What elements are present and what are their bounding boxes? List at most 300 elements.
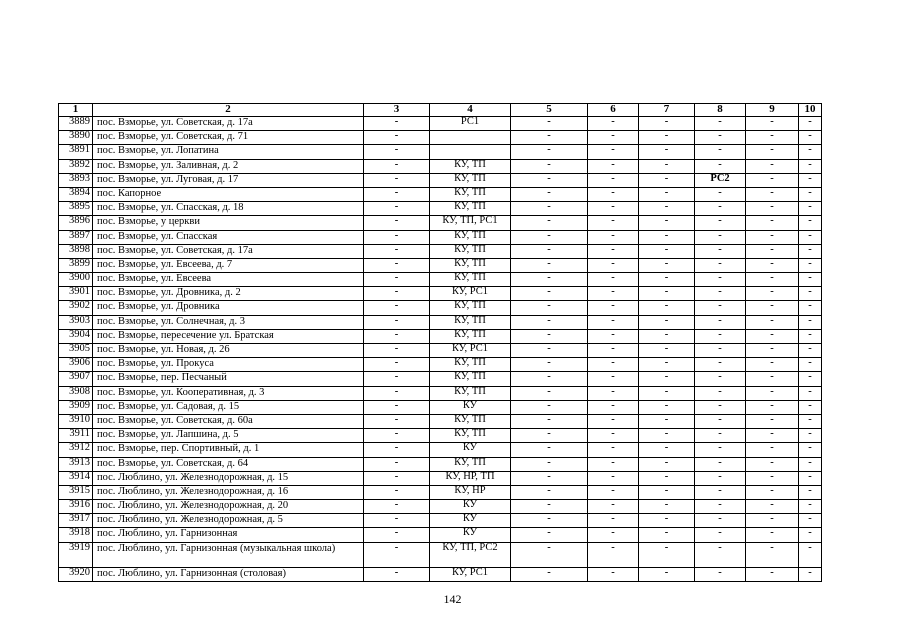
col7-cell: -	[639, 117, 695, 131]
col5-cell: -	[511, 485, 588, 499]
col7-cell: -	[639, 443, 695, 457]
header-col-4: 4	[430, 104, 511, 117]
col3-cell: -	[364, 443, 430, 457]
header-col-5: 5	[511, 104, 588, 117]
col8-cell: -	[695, 145, 746, 159]
col8-cell: -	[695, 372, 746, 386]
col8-cell: -	[695, 329, 746, 343]
col5-cell: -	[511, 131, 588, 145]
col7-cell: -	[639, 315, 695, 329]
row-number: 3897	[59, 230, 93, 244]
table-row	[59, 159, 822, 173]
col6-cell: -	[588, 173, 639, 187]
col4-cell: КУ, ТП	[430, 414, 511, 428]
table-row	[59, 258, 822, 272]
address-cell: пос. Взморье, ул. Евсеева	[93, 273, 364, 287]
col4-cell: КУ, ТП	[430, 301, 511, 315]
col7-cell: -	[639, 500, 695, 514]
col4-cell: КУ, ТП	[430, 315, 511, 329]
address-cell: пос. Взморье, ул. Лопатина	[93, 145, 364, 159]
col10-cell: -	[799, 287, 822, 301]
col10-cell: -	[799, 358, 822, 372]
col5-cell: -	[511, 567, 588, 581]
col4-cell: КУ	[430, 528, 511, 542]
table-row	[59, 173, 822, 187]
table-row	[59, 414, 822, 428]
col3-cell: -	[364, 429, 430, 443]
col8-cell: -	[695, 301, 746, 315]
col10-cell: -	[799, 159, 822, 173]
col5-cell: -	[511, 500, 588, 514]
table-row	[59, 230, 822, 244]
col3-cell: -	[364, 358, 430, 372]
col4-cell: КУ, РС1	[430, 567, 511, 581]
col4-cell: КУ, НР, ТП	[430, 471, 511, 485]
col7-cell: -	[639, 216, 695, 230]
col6-cell: -	[588, 386, 639, 400]
col5-cell: -	[511, 400, 588, 414]
col10-cell: -	[799, 173, 822, 187]
col8-cell: -	[695, 315, 746, 329]
col5-cell: -	[511, 159, 588, 173]
col3-cell: -	[364, 117, 430, 131]
header-col-2: 2	[93, 104, 364, 117]
row-number: 3899	[59, 258, 93, 272]
col8-cell: -	[695, 471, 746, 485]
col5-cell: -	[511, 301, 588, 315]
col8-cell: -	[695, 514, 746, 528]
col8-cell: -	[695, 414, 746, 428]
col10-cell: -	[799, 414, 822, 428]
col7-cell: -	[639, 400, 695, 414]
col4-cell: КУ, РС1	[430, 344, 511, 358]
col6-cell: -	[588, 287, 639, 301]
address-cell: пос. Взморье, ул. Заливная, д. 2	[93, 159, 364, 173]
col9-cell: -	[746, 414, 799, 428]
col8-cell: -	[695, 159, 746, 173]
address-cell: пос. Взморье, ул. Советская, д. 64	[93, 457, 364, 471]
col8-cell: -	[695, 485, 746, 499]
col5-cell: -	[511, 287, 588, 301]
col10-cell: -	[799, 344, 822, 358]
col6-cell: -	[588, 202, 639, 216]
row-number: 3902	[59, 301, 93, 315]
col6-cell: -	[588, 567, 639, 581]
table-row	[59, 567, 822, 581]
col10-cell: -	[799, 372, 822, 386]
col4-cell: КУ, ТП	[430, 273, 511, 287]
col9-cell: -	[746, 344, 799, 358]
col3-cell: -	[364, 273, 430, 287]
row-number: 3890	[59, 131, 93, 145]
table-row	[59, 514, 822, 528]
col5-cell: -	[511, 258, 588, 272]
address-cell: пос. Люблино, ул. Гарнизонная (столовая)	[93, 567, 364, 581]
col6-cell: -	[588, 301, 639, 315]
col8-cell: -	[695, 528, 746, 542]
row-number: 3892	[59, 159, 93, 173]
col3-cell: -	[364, 230, 430, 244]
col8-cell: -	[695, 216, 746, 230]
address-cell: пос. Взморье, ул. Прокуса	[93, 358, 364, 372]
col9-cell: -	[746, 542, 799, 567]
col8-cell: -	[695, 202, 746, 216]
address-cell: пос. Люблино, ул. Гарнизонная	[93, 528, 364, 542]
col7-cell: -	[639, 301, 695, 315]
col10-cell: -	[799, 514, 822, 528]
row-number: 3905	[59, 344, 93, 358]
col10-cell: -	[799, 117, 822, 131]
col3-cell: -	[364, 202, 430, 216]
col9-cell: -	[746, 429, 799, 443]
col10-cell: -	[799, 216, 822, 230]
address-cell: пос. Взморье, ул. Дровника, д. 2	[93, 287, 364, 301]
row-number: 3919	[59, 542, 93, 567]
col7-cell: -	[639, 429, 695, 443]
col8-cell: -	[695, 429, 746, 443]
header-col-9: 9	[746, 104, 799, 117]
col8-cell: -	[695, 287, 746, 301]
col4-cell: КУ, ТП	[430, 329, 511, 343]
col3-cell: -	[364, 287, 430, 301]
row-number: 3914	[59, 471, 93, 485]
col6-cell: -	[588, 145, 639, 159]
address-cell: пос. Взморье, ул. Советская, д. 17а	[93, 117, 364, 131]
header-col-3: 3	[364, 104, 430, 117]
col8-cell: -	[695, 131, 746, 145]
col4-cell: КУ, ТП	[430, 187, 511, 201]
col3-cell: -	[364, 414, 430, 428]
col10-cell: -	[799, 400, 822, 414]
address-cell: пос. Люблино, ул. Железнодорожная, д. 15	[93, 471, 364, 485]
col6-cell: -	[588, 443, 639, 457]
row-number: 3895	[59, 202, 93, 216]
col6-cell: -	[588, 258, 639, 272]
row-number: 3891	[59, 145, 93, 159]
col6-cell: -	[588, 500, 639, 514]
address-cell: пос. Взморье, ул. Советская, д. 60а	[93, 414, 364, 428]
col5-cell: -	[511, 372, 588, 386]
table-header	[59, 104, 822, 117]
col4-cell: КУ, ТП	[430, 386, 511, 400]
col8-cell: -	[695, 386, 746, 400]
col7-cell: -	[639, 344, 695, 358]
row-number: 3910	[59, 414, 93, 428]
header-col-8: 8	[695, 104, 746, 117]
col10-cell: -	[799, 258, 822, 272]
col9-cell: -	[746, 216, 799, 230]
page-number: 142	[443, 592, 462, 606]
col3-cell: -	[364, 372, 430, 386]
col7-cell: -	[639, 372, 695, 386]
col5-cell: -	[511, 358, 588, 372]
col4-cell: КУ, ТП, РС2	[430, 542, 511, 567]
col7-cell: -	[639, 567, 695, 581]
col10-cell: -	[799, 386, 822, 400]
col9-cell: -	[746, 329, 799, 343]
col7-cell: -	[639, 386, 695, 400]
col7-cell: -	[639, 528, 695, 542]
row-number: 3893	[59, 173, 93, 187]
col4-cell: КУ, ТП, РС1	[430, 216, 511, 230]
header-col-6: 6	[588, 104, 639, 117]
address-cell: пос. Взморье, ул. Луговая, д. 17	[93, 173, 364, 187]
col5-cell: -	[511, 528, 588, 542]
col6-cell: -	[588, 329, 639, 343]
row-number: 3898	[59, 244, 93, 258]
col6-cell: -	[588, 159, 639, 173]
col7-cell: -	[639, 514, 695, 528]
table-row	[59, 372, 822, 386]
document-table	[58, 103, 822, 582]
col7-cell: -	[639, 230, 695, 244]
table-row	[59, 358, 822, 372]
col4-cell: КУ	[430, 514, 511, 528]
col7-cell: -	[639, 414, 695, 428]
col3-cell: -	[364, 244, 430, 258]
table-row	[59, 386, 822, 400]
col5-cell: -	[511, 429, 588, 443]
col3-cell: -	[364, 528, 430, 542]
col10-cell: -	[799, 329, 822, 343]
col4-cell: КУ, ТП	[430, 230, 511, 244]
col4-cell: КУ, ТП	[430, 244, 511, 258]
col10-cell: -	[799, 230, 822, 244]
row-number: 3918	[59, 528, 93, 542]
table-row	[59, 287, 822, 301]
col4-cell: КУ, ТП	[430, 358, 511, 372]
col5-cell: -	[511, 273, 588, 287]
header-col-1: 1	[59, 104, 93, 117]
col10-cell: -	[799, 443, 822, 457]
address-cell: пос. Взморье, пересечение ул. Братская	[93, 329, 364, 343]
col5-cell: -	[511, 414, 588, 428]
col4-cell: КУ, ТП	[430, 258, 511, 272]
col3-cell: -	[364, 471, 430, 485]
col10-cell: -	[799, 542, 822, 567]
address-cell: пос. Взморье, ул. Кооперативная, д. 3	[93, 386, 364, 400]
col3-cell: -	[364, 258, 430, 272]
row-number: 3911	[59, 429, 93, 443]
col10-cell: -	[799, 187, 822, 201]
table-row	[59, 216, 822, 230]
col6-cell: -	[588, 244, 639, 258]
col9-cell: -	[746, 187, 799, 201]
col3-cell: -	[364, 500, 430, 514]
col6-cell: -	[588, 514, 639, 528]
row-number: 3900	[59, 273, 93, 287]
row-number: 3889	[59, 117, 93, 131]
col6-cell: -	[588, 400, 639, 414]
col10-cell: -	[799, 429, 822, 443]
col9-cell: -	[746, 159, 799, 173]
address-cell: пос. Взморье, ул. Садовая, д. 15	[93, 400, 364, 414]
col8-cell: -	[695, 187, 746, 201]
col9-cell: -	[746, 230, 799, 244]
col6-cell: -	[588, 315, 639, 329]
header-row	[59, 104, 822, 117]
row-number: 3903	[59, 315, 93, 329]
col3-cell: -	[364, 485, 430, 499]
col8-cell: -	[695, 457, 746, 471]
col7-cell: -	[639, 329, 695, 343]
col3-cell: -	[364, 159, 430, 173]
col6-cell: -	[588, 457, 639, 471]
col3-cell: -	[364, 216, 430, 230]
col4-cell	[430, 131, 511, 145]
table-row	[59, 329, 822, 343]
col3-cell: -	[364, 400, 430, 414]
col4-cell: КУ, ТП	[430, 429, 511, 443]
col5-cell: -	[511, 457, 588, 471]
col8-cell: -	[695, 500, 746, 514]
table-row	[59, 273, 822, 287]
col4-cell: КУ, НР	[430, 485, 511, 499]
col9-cell: -	[746, 485, 799, 499]
col3-cell: -	[364, 173, 430, 187]
col9-cell: -	[746, 145, 799, 159]
col7-cell: -	[639, 202, 695, 216]
col7-cell: -	[639, 542, 695, 567]
col6-cell: -	[588, 216, 639, 230]
col9-cell: -	[746, 471, 799, 485]
col8-cell: -	[695, 273, 746, 287]
col5-cell: -	[511, 542, 588, 567]
col7-cell: -	[639, 287, 695, 301]
col4-cell: КУ, ТП	[430, 173, 511, 187]
col7-cell: -	[639, 471, 695, 485]
row-number: 3916	[59, 500, 93, 514]
col6-cell: -	[588, 485, 639, 499]
col8-cell: -	[695, 400, 746, 414]
address-cell: пос. Взморье, пер. Песчаный	[93, 372, 364, 386]
col5-cell: -	[511, 471, 588, 485]
col7-cell: -	[639, 131, 695, 145]
address-cell: пос. Люблино, ул. Гарнизонная (музыкальная школа)	[93, 542, 364, 567]
col6-cell: -	[588, 187, 639, 201]
address-cell: пос. Люблино, ул. Железнодорожная, д. 16	[93, 485, 364, 499]
table-row	[59, 500, 822, 514]
col6-cell: -	[588, 358, 639, 372]
row-number: 3913	[59, 457, 93, 471]
col7-cell: -	[639, 273, 695, 287]
col7-cell: -	[639, 173, 695, 187]
col10-cell: -	[799, 471, 822, 485]
address-cell: пос. Взморье, ул. Новая, д. 26	[93, 344, 364, 358]
col9-cell: -	[746, 372, 799, 386]
col9-cell: -	[746, 500, 799, 514]
table-body	[59, 117, 822, 582]
col9-cell: -	[746, 258, 799, 272]
table-row	[59, 443, 822, 457]
col3-cell: -	[364, 344, 430, 358]
address-cell: пос. Взморье, ул. Советская, д. 17а	[93, 244, 364, 258]
row-number: 3920	[59, 567, 93, 581]
col9-cell: -	[746, 202, 799, 216]
table-row	[59, 131, 822, 145]
col6-cell: -	[588, 131, 639, 145]
table-row	[59, 471, 822, 485]
address-cell: пос. Взморье, пер. Спортивный, д. 1	[93, 443, 364, 457]
col9-cell: -	[746, 528, 799, 542]
col8-cell: РС2	[695, 173, 746, 187]
col4-cell: КУ	[430, 400, 511, 414]
col5-cell: -	[511, 230, 588, 244]
col5-cell: -	[511, 173, 588, 187]
col5-cell: -	[511, 344, 588, 358]
col7-cell: -	[639, 457, 695, 471]
col4-cell: КУ, РС1	[430, 287, 511, 301]
col9-cell: -	[746, 173, 799, 187]
col5-cell: -	[511, 187, 588, 201]
address-cell: пос. Взморье, ул. Советская, д. 71	[93, 131, 364, 145]
col4-cell	[430, 145, 511, 159]
col7-cell: -	[639, 485, 695, 499]
col9-cell: -	[746, 358, 799, 372]
table-row	[59, 528, 822, 542]
col9-cell: -	[746, 244, 799, 258]
col7-cell: -	[639, 145, 695, 159]
row-number: 3912	[59, 443, 93, 457]
header-col-10: 10	[799, 104, 822, 117]
col8-cell: -	[695, 542, 746, 567]
table-row	[59, 117, 822, 131]
col6-cell: -	[588, 414, 639, 428]
col10-cell: -	[799, 202, 822, 216]
col9-cell: -	[746, 514, 799, 528]
table-row	[59, 315, 822, 329]
col7-cell: -	[639, 258, 695, 272]
col10-cell: -	[799, 273, 822, 287]
col6-cell: -	[588, 372, 639, 386]
col8-cell: -	[695, 358, 746, 372]
col10-cell: -	[799, 485, 822, 499]
row-number: 3907	[59, 372, 93, 386]
col9-cell: -	[746, 117, 799, 131]
col6-cell: -	[588, 344, 639, 358]
col3-cell: -	[364, 131, 430, 145]
address-cell: пос. Капорное	[93, 187, 364, 201]
table-row	[59, 145, 822, 159]
col9-cell: -	[746, 386, 799, 400]
address-cell: пос. Люблино, ул. Железнодорожная, д. 20	[93, 500, 364, 514]
col5-cell: -	[511, 202, 588, 216]
table-row	[59, 301, 822, 315]
col3-cell: -	[364, 457, 430, 471]
col3-cell: -	[364, 301, 430, 315]
col8-cell: -	[695, 567, 746, 581]
col10-cell: -	[799, 145, 822, 159]
col9-cell: -	[746, 287, 799, 301]
col3-cell: -	[364, 187, 430, 201]
col10-cell: -	[799, 457, 822, 471]
col5-cell: -	[511, 329, 588, 343]
col5-cell: -	[511, 315, 588, 329]
col8-cell: -	[695, 117, 746, 131]
address-cell: пос. Взморье, ул. Лапшина, д. 5	[93, 429, 364, 443]
row-number: 3909	[59, 400, 93, 414]
header-col-7: 7	[639, 104, 695, 117]
row-number: 3901	[59, 287, 93, 301]
row-number: 3906	[59, 358, 93, 372]
col8-cell: -	[695, 443, 746, 457]
address-cell: пос. Взморье, у церкви	[93, 216, 364, 230]
address-cell: пос. Взморье, ул. Спасская	[93, 230, 364, 244]
col5-cell: -	[511, 145, 588, 159]
col9-cell: -	[746, 273, 799, 287]
address-cell: пос. Люблино, ул. Железнодорожная, д. 5	[93, 514, 364, 528]
row-number: 3917	[59, 514, 93, 528]
